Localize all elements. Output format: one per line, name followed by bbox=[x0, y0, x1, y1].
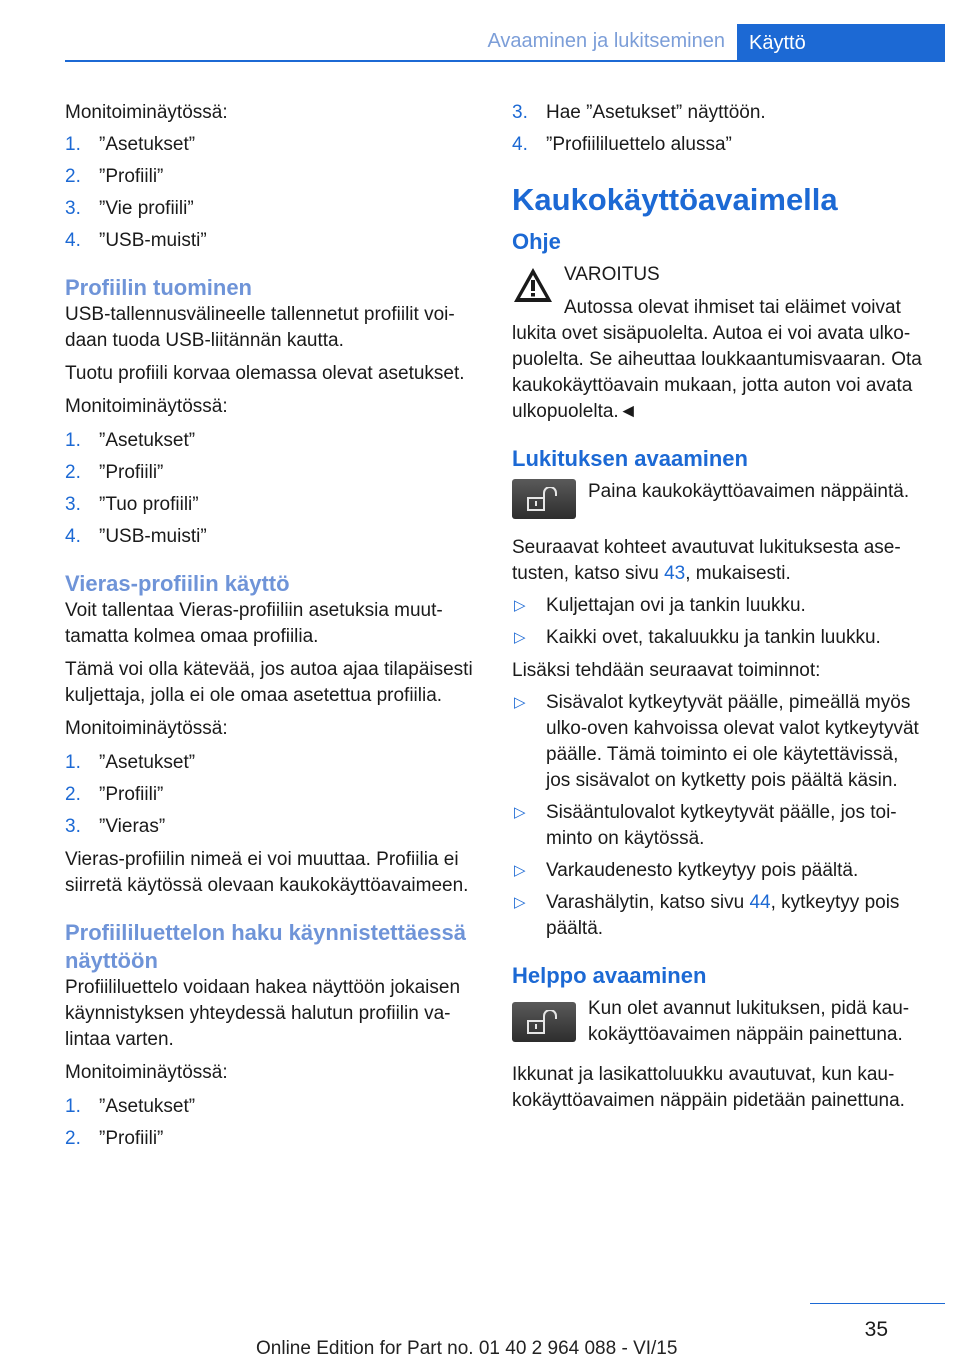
list-item: 2. ”Profiili” bbox=[65, 166, 164, 187]
menu-label: Monitoiminäytössä: bbox=[65, 1062, 228, 1083]
paragraph: Tämä voi olla kätevää, jos autoa ajaa tilapäisesti kuljettaja, jolla ei ole omaa asetettua profiilia. bbox=[65, 659, 473, 706]
list-item: ▷ Kaikki ovet, takaluukku ja tankin luukku. bbox=[514, 627, 881, 648]
paragraph: Ikkunat ja lasikattoluukku avautuvat, kun kaukokäyttöavaimen näppäin pidetään painettuna. bbox=[512, 1064, 905, 1111]
paragraph: Vieras-profiilin nimeä ei voi muuttaa. Profiilia ei siirretä käytössä olevaan kaukokäyttöavaimeen. bbox=[65, 849, 469, 896]
list-item: ▷ Sisävalot kytkeytyvät päälle, pimeällä myös ulko-oven kahvoissa olevat valot kytkeytyvät päälle. Tämä toiminto ei ole käytettävissä, jos sisävalot on kytketty pois päältä käsin. bbox=[514, 692, 919, 791]
right-column bbox=[512, 100, 927, 1114]
guest-steps-list bbox=[65, 750, 480, 840]
page-header bbox=[65, 24, 945, 62]
list-item: 4. ”USB-muisti” bbox=[65, 526, 207, 547]
list-item: 3. ”Vieras” bbox=[65, 816, 166, 837]
unlock-key-row bbox=[512, 479, 927, 523]
header-section-title: Avaaminen ja lukitseminen bbox=[487, 30, 725, 52]
list-item: ▷ Kuljettajan ovi ja tankin luukku. bbox=[514, 595, 806, 616]
startup-steps-list-continued bbox=[512, 100, 927, 158]
warning-text: lukita ovet sisäpuolelta. Autoa ei voi avata ulkopuolelta. Se aiheuttaa loukkaantumisvaaran. Ota kaukokäyttöavain mukaan, jotta auton voi avata ulkopuolelta.◄ bbox=[512, 323, 922, 422]
export-steps-list bbox=[65, 132, 480, 254]
paragraph: Profiililuettelo voidaan hakea näyttöön jokaisen käynnistyksen yhteydessä halutun profiilin valintaa varten. bbox=[65, 977, 461, 1050]
heading-remote-key: Kaukokäyttöavaimella bbox=[512, 182, 838, 217]
unlock-key-icon bbox=[512, 1002, 576, 1042]
paragraph: Tuotu profiili korvaa olemassa olevat asetukset. bbox=[65, 363, 465, 384]
warning-box bbox=[512, 262, 927, 321]
list-item: 3. ”Tuo profiili” bbox=[65, 494, 199, 515]
header-rule bbox=[65, 60, 945, 62]
list-item: 4. ”Profiililuettelo alussa” bbox=[512, 134, 732, 155]
unlock-key-instruction: Paina kaukokäyttöavaimen näppäintä. bbox=[588, 481, 910, 502]
startup-steps-list bbox=[65, 1094, 480, 1152]
list-item: 2. ”Profiili” bbox=[65, 784, 164, 805]
heading-note: Ohje bbox=[512, 229, 561, 254]
warning-triangle-icon bbox=[512, 266, 554, 304]
additional-functions-list bbox=[512, 690, 927, 942]
heading-easy-opening: Helppo avaaminen bbox=[512, 963, 707, 988]
paragraph: Voit tallentaa Vieras-profiiliin asetuksia muuttamatta kolmea omaa profiilia. bbox=[65, 600, 443, 647]
list-item: ▷ Varashälytin, katso sivu 44, kytkeytyy pois päältä. bbox=[514, 892, 900, 939]
import-steps-list bbox=[65, 428, 480, 550]
list-item: 1. ”Asetukset” bbox=[65, 752, 196, 773]
warning-title: VAROITUS bbox=[564, 264, 660, 285]
menu-label: Monitoiminäytössä: bbox=[65, 102, 228, 123]
paragraph: Lisäksi tehdään seuraavat toiminnot: bbox=[512, 660, 821, 681]
heading-unlocking: Lukituksen avaaminen bbox=[512, 446, 748, 471]
list-item: 2. ”Profiili” bbox=[65, 462, 164, 483]
heading-import-profile: Profiilin tuominen bbox=[65, 275, 252, 300]
easy-key-row bbox=[512, 996, 927, 1048]
page-number: 35 bbox=[864, 1318, 888, 1341]
list-item: ▷ Sisääntulovalot kytkeytyvät päälle, jos toiminto on käytössä. bbox=[514, 802, 897, 849]
list-item: 3. Hae ”Asetukset” näyttöön. bbox=[512, 102, 766, 123]
paragraph: Seuraavat kohteet avautuvat lukituksesta asetusten, katso sivu 43, mukaisesti. bbox=[512, 537, 901, 584]
list-item: 2. ”Profiili” bbox=[65, 1128, 164, 1149]
list-item: ▷ Varkaudenesto kytkeytyy pois päältä. bbox=[514, 860, 859, 881]
heading-guest-profile: Vieras-profiilin käyttö bbox=[65, 571, 290, 596]
page-link-43[interactable]: 43 bbox=[664, 563, 686, 584]
heading-profile-list-startup: Profiililuettelon haku käynnistettäessä näyttöön bbox=[65, 920, 467, 973]
page-link-44[interactable]: 44 bbox=[749, 892, 771, 913]
easy-key-instruction: Kun olet avannut lukituksen, pidä kaukokäyttöavaimen näppäin painettuna. bbox=[588, 998, 910, 1045]
footer-edition-text: Online Edition for Part no. 01 40 2 964 088 - VI/15 bbox=[256, 1338, 678, 1359]
menu-label: Monitoiminäytössä: bbox=[65, 718, 228, 739]
menu-label: Monitoiminäytössä: bbox=[65, 396, 228, 417]
list-item: 1. ”Asetukset” bbox=[65, 430, 196, 451]
list-item: 3. ”Vie profiili” bbox=[65, 198, 194, 219]
warning-first-line: Autossa olevat ihmiset tai eläimet voivat bbox=[564, 297, 901, 318]
unlock-key-icon bbox=[512, 479, 576, 519]
paragraph: USB-tallennusvälineelle tallennetut profiilit voidaan tuoda USB-liitännän kautta. bbox=[65, 304, 455, 351]
list-item: 1. ”Asetukset” bbox=[65, 134, 196, 155]
left-column bbox=[65, 100, 480, 1152]
list-item: 1. ”Asetukset” bbox=[65, 1096, 196, 1117]
footer-rule bbox=[810, 1303, 945, 1304]
header-chapter-tab: Käyttö bbox=[737, 24, 945, 62]
list-item: 4. ”USB-muisti” bbox=[65, 230, 207, 251]
unlock-items-list bbox=[512, 593, 927, 651]
